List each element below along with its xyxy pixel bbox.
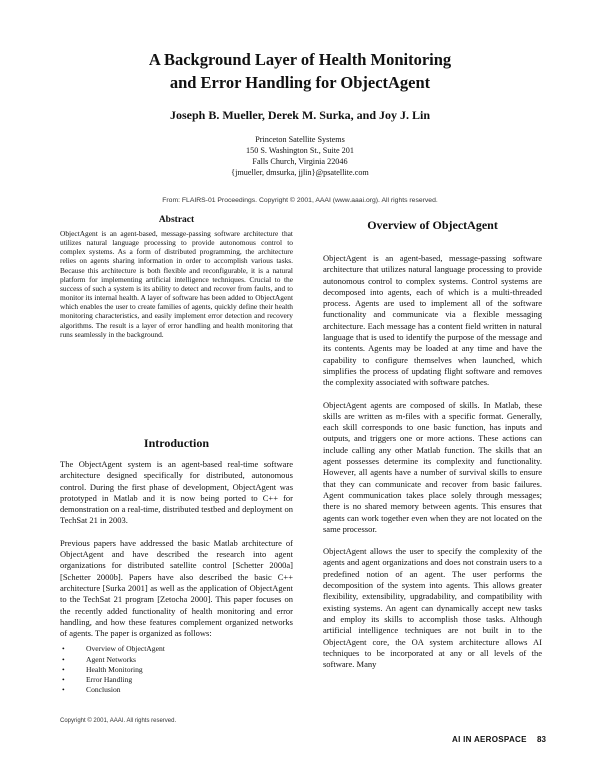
outline-item: • Agent Networks	[62, 654, 136, 664]
introduction-paragraph-2: Previous papers have addressed the basic Matlab architecture of ObjectAgent and have described the research into agent organizations for distributed satellite control [Schetter 2000a] [Schetter 2000b]. Papers have also described the basic C++ architecture [Surka 2001] as well as the application of ObjectAgent to the TechSat 21 program [Zetocha 2000]. This paper focuses on the recently added functionality of health monitoring and error handling, and how these features complement organized networks of agents. The paper is organized as follows:	[60, 537, 293, 639]
overview-section	[323, 218, 542, 670]
paper-outline-list	[60, 644, 293, 695]
overview-heading: Overview of ObjectAgent	[367, 218, 498, 232]
paper-title-line-1: A Background Layer of Health Monitoring	[148, 50, 452, 69]
bullet-icon: •	[62, 675, 65, 685]
proceedings-source-line: From: FLAIRS-01 Proceedings. Copyright © 2001, AAAI (www.aaai.org). All rights reserved.	[162, 197, 438, 204]
outline-item: • Health Monitoring	[62, 664, 143, 674]
bullet-icon: •	[62, 664, 65, 674]
overview-paragraph-3: ObjectAgent allows the user to specify the complexity of the agents and agent organizations and does not constrain users to a predefined notion of an agent. The user performs the decomposition of the system into agents. This allows greater flexibility, extensibility, upgradability, and compatibility with existing systems. An agent can dynamically accept new tasks and employ its skills to accomplish those tasks. Although artificial intelligence techniques are not built in to the ObjectAgent core, the OA system architecture allows AI techniques to be incorporated at any or all levels of the software. Many	[323, 546, 542, 670]
copyright-notice: Copyright © 2001, AAAI. All rights reserved.	[60, 718, 177, 724]
left-column	[60, 215, 293, 339]
affiliation-email: {jmueller, dmsurka, jjlin}@psatellite.com	[231, 168, 369, 177]
paper-title-line-2: and Error Handling for ObjectAgent	[169, 73, 431, 92]
bullet-icon: •	[62, 654, 65, 664]
abstract-heading: Abstract	[158, 215, 195, 225]
introduction-heading: Introduction	[143, 436, 210, 450]
affiliation-city: Falls Church, Virginia 22046	[252, 157, 348, 166]
affiliation-street: 150 S. Washington St., Suite 201	[246, 146, 354, 155]
overview-paragraph-2: ObjectAgent agents are composed of skills. In Matlab, these skills are written as m-files with a specific format. Generally, each skill corresponds to one basic function, has inputs and outputs, and triggers one or more actions. These actions can include calling any other Matlab function. The skills that an agent possesses determine its complexity and functionality. However, all agents have a number of survival skills to ensure that they can communicate and recover from basic failures. Agent communication takes place solely through messages; there is no shared memory between agents. This ensures that agents can work together even when they are not located on the same processor.	[323, 399, 542, 534]
affiliation-organization: Princeton Satellite Systems	[255, 135, 345, 144]
abstract-text: ObjectAgent is an agent-based, message-passing software architecture that utilizes natural language processing to provide autonomous control to complex systems. As a form of distributed programming, the architecture relies on agents sharing information in order to accomplish various tasks. Because this architecture is both flexible and reconfigurable, it is a natural platform for implementing artificial intelligence techniques. Crucial to the success of such a system is its ability to detect and recover from faults, and to monitor its internal health. A layer of software has been added to ObjectAgent which enables the user to create families of agents, quickly define their health monitoring characteristics, and easily implement error detection and recovery algorithms. The result is a layer of error handling and health monitoring that runs seamlessly in the background.	[60, 229, 293, 339]
bullet-icon: •	[62, 685, 65, 695]
overview-paragraph-1: ObjectAgent is an agent-based, message-passing software architecture that utilizes natural language processing to provide autonomous control to complex systems. Control systems are decomposed into agents, each of which is a multi-threaded process. Agents are used to implement all of the software functionality and communicate via a flexible messaging architecture. Each message has a content field written in natural language that is used to identify the purpose of the message and its contents. Agents may be loaded at any time and have the capability to configure themselves when launched, which simplifies the process of updating flight software and removes the complexity associated with software patches.	[323, 253, 542, 388]
author-list: Joseph B. Mueller, Derek M. Surka, and Joy J. Lin	[169, 108, 431, 122]
outline-item: • Error Handling	[62, 675, 133, 685]
bullet-icon: •	[62, 644, 65, 654]
journal-running-title: AI IN AEROSPACE	[452, 735, 527, 744]
introduction-section	[60, 436, 293, 695]
page-number: 83	[537, 735, 546, 744]
outline-item: • Conclusion	[62, 685, 121, 695]
introduction-paragraph-1: The ObjectAgent system is an agent-based real-time software architecture designed specifically for distributed, autonomous control. During the first phase of development, ObjectAgent was prototyped in Matlab and it is now being ported to C++ for demonstration on a real-time, distributed testbed and deployment on TechSat 21 in 2003.	[60, 459, 293, 526]
outline-item: • Overview of ObjectAgent	[62, 644, 165, 654]
